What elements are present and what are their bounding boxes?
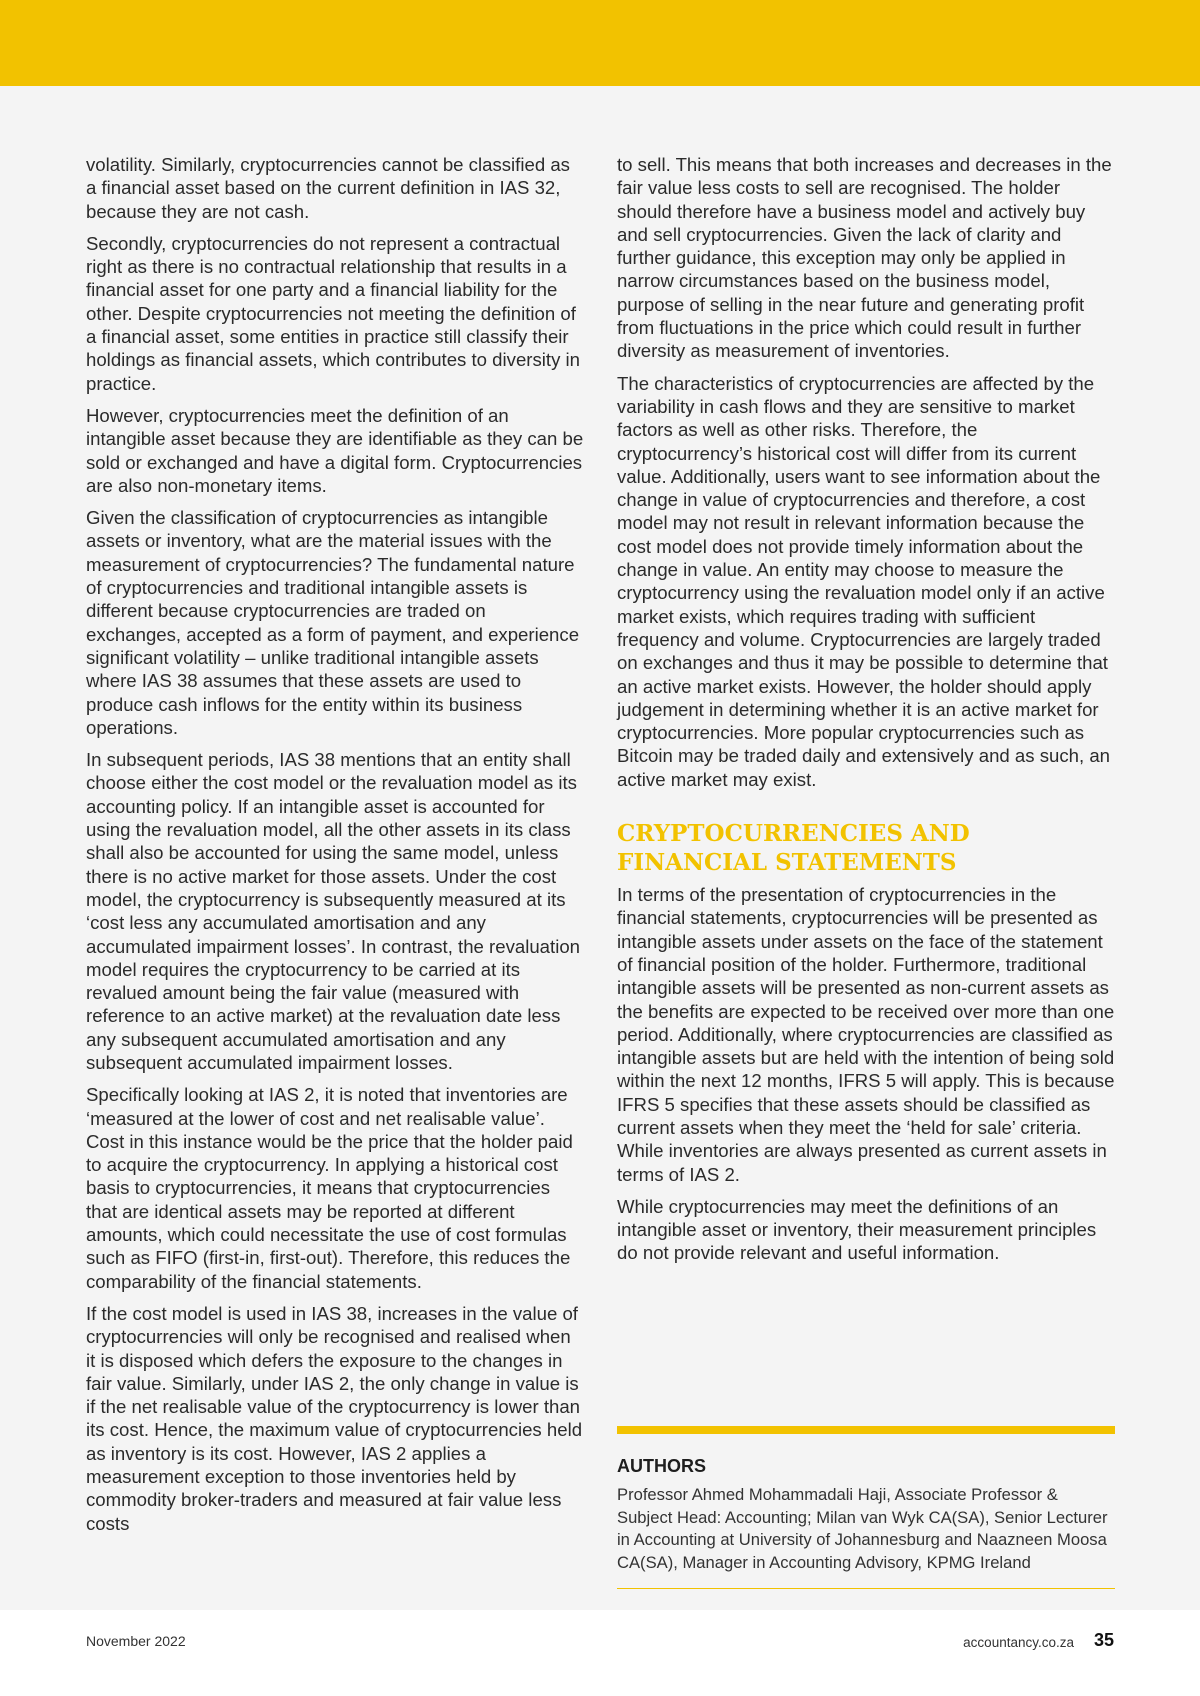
paragraph: volatility. Similarly, cryptocurrencies cannot be classified as a financial asset based on the current definition in IAS 32, because they are not cash. xyxy=(86,154,570,222)
top-header-band xyxy=(0,0,1200,86)
authors-text: Professor Ahmed Mohammadali Haji, Associate Professor & Subject Head: Accounting; Milan van Wyk CA(SA), Senior Lecturer in Accounting at University of Johannesburg and Naazneen Moosa CA(SA), Manager in Accounting Advisory, KPMG Ireland xyxy=(617,1485,1108,1572)
page-number: 35 xyxy=(1093,1630,1114,1650)
paragraph: to sell. This means that both increases and decreases in the fair value less costs to sell are recognised. The holder should therefore have a business model and actively buy and sell cryptocurrencies. Given the lack of clarity and further guidance, this exception may only be applied in narrow circumstances based on the business model, purpose of selling in the near future and generating profit from fluctuations in the price which could result in further diversity as measurement of inventories. xyxy=(617,154,1112,362)
authors-box xyxy=(617,1426,1115,1589)
paragraph: The characteristics of cryptocurrencies are affected by the variability in cash flows and they are sensitive to market factors as well as other risks. Therefore, the cryptocurrency’s historical cost will differ from its current value. Additionally, users want to see information about the change in value of cryptocurrencies and therefore, a cost model may not result in relevant information because the cost model does not provide timely information about the change in value. An entity may choose to measure the cryptocurrency using the revaluation model only if an active market exists, which requires trading with sufficient frequency and volume. Cryptocurrencies are largely traded on exchanges and thus it may be possible to determine that an active market exists. However, the holder should apply judgement in determining whether it is an active market for cryptocurrencies. More popular cryptocurrencies such as Bitcoin may be traded daily and extensively and as such, an active market may exist. xyxy=(617,372,1111,790)
authors-title: AUTHORS xyxy=(617,1456,706,1476)
right-column xyxy=(617,153,1115,1274)
paragraph: While cryptocurrencies may meet the definitions of an intangible asset or inventory, their measurement principles do not provide relevant and useful information. xyxy=(617,1195,1097,1264)
footer-date: November 2022 xyxy=(86,1633,186,1649)
paragraph: In terms of the presentation of cryptocurrencies in the financial statements, cryptocurrencies will be presented as intangible assets under assets on the face of the statement of financial position of the holder. Furthermore, traditional intangible assets will be presented as non-current assets as the benefits are expected to be received over more than one period. Additionally, where cryptocurrencies are classified as intangible assets but are held with the intention of being sold within the next 12 months, IFRS 5 will apply. This is because IFRS 5 specifies that these assets should be classified as current assets when they meet the ‘held for sale’ criteria. While inventories are always presented as current assets in terms of IAS 2. xyxy=(617,884,1115,1185)
paragraph: Specifically looking at IAS 2, it is noted that inventories are ‘measured at the lower of cost and net realisable value’. Cost in this instance would be the price that the holder paid to acquire the cryptocurrency. In applying a historical cost basis to cryptocurrencies, it means that cryptocurrencies that are identical assets may be reported at different amounts, which could necessitate the use of cost formulas such as FIFO (first-in, first-out). Therefore, this reduces the comparability of the financial statements. xyxy=(86,1084,573,1292)
paragraph: Given the classification of cryptocurrencies as intangible assets or inventory, what are the material issues with the measurement of cryptocurrencies? The fundamental nature of cryptocurrencies and traditional intangible assets is different because cryptocurrencies are traded on exchanges, accepted as a form of payment, and experience significant volatility – unlike traditional intangible assets where IAS 38 assumes that these assets are used to produce cash inflows for the entity within its business operations. xyxy=(86,507,580,738)
authors-top-rule xyxy=(617,1426,1115,1434)
paragraph: If the cost model is used in IAS 38, increases in the value of cryptocurrencies will only be recognised and realised when it is disposed which defers the exposure to the changes in fair value. Similarly, under IAS 2, the only change in value is if the net realisable value of the cryptocurrency is lower than its cost. Hence, the maximum value of cryptocurrencies held as inventory is its cost. However, IAS 2 applies a measurement exception to those inventories held by commodity broker-traders and measured at fair value less costs xyxy=(86,1302,583,1534)
footer-site-link[interactable]: accountancy.co.za xyxy=(963,1635,1074,1650)
section-heading: CRYPTOCURRENCIES AND FINANCIAL STATEMENTS xyxy=(617,820,970,877)
left-column xyxy=(86,153,584,1544)
paragraph: However, cryptocurrencies meet the definition of an intangible asset because they are identifiable as they can be sold or exchanged and have a digital form. Cryptocurrencies are also non-monetary items. xyxy=(86,404,584,496)
paragraph: In subsequent periods, IAS 38 mentions that an entity shall choose either the cost model or the revaluation model as its accounting policy. If an intangible asset is accounted for using the revaluation model, all the other assets in its class shall also be accounted for using the same model, unless there is no active market for those assets. Under the cost model, the cryptocurrency is subsequently measured at its ‘cost less any accumulated amortisation and any accumulated impairment losses’. In contrast, the revaluation model requires the cryptocurrency to be carried at its revalued amount being the fair value (measured with reference to an active market) at the revaluation date less any subsequent accumulated amortisation and any subsequent accumulated impairment losses. xyxy=(86,749,581,1073)
paragraph: Secondly, cryptocurrencies do not represent a contractual right as there is no contractual relationship that results in a financial asset for one party and a financial liability for the other. Despite cryptocurrencies not meeting the definition of a financial asset, some entities in practice still classify their holdings as financial assets, which contributes to diversity in practice. xyxy=(86,232,581,394)
footer-band xyxy=(0,1610,1200,1696)
authors-bottom-rule xyxy=(617,1588,1115,1589)
